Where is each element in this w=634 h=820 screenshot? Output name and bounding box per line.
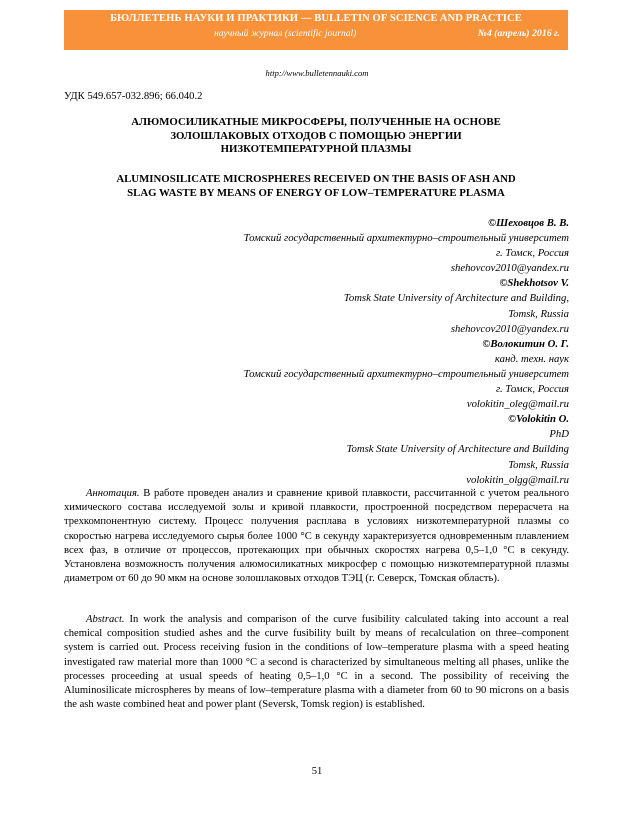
- author-email[interactable]: shehovcov2010@yandex.ru: [450, 262, 569, 275]
- author-degree: PhD: [549, 428, 569, 441]
- journal-url[interactable]: http://www.bulletennauki.com: [265, 68, 369, 78]
- journal-subtitle: научный журнал (scientific journal): [214, 28, 357, 39]
- abstract-ru-lead: Аннотация.: [86, 488, 140, 499]
- abstract-en-text: In work the analysis and comparison of the curve fusibility calculated taking into account a real chemical composition studied ashes and the curve fusibility built by means of recalculation on three–component system is carried out. Process receiving fusion in the conditions of low–temperature plasma with a speed heating investigated raw material more than 1000 °C a second is characterized by simultaneous melting all phases, unlike the processes proceeding at usual speeds of heating 0,5–1,0 °C in a second. The possibility of receiving the Aluminosilicate microspheres by means of low–temperature plasma with a diameter from 60 to 90 microns on a basis the ash waste combined heat and power plant (Seversk, Tomsk region) is established.: [64, 614, 570, 711]
- author-location: г. Томск, Россия: [495, 383, 569, 396]
- author-affiliation: Томский государственный архитектурно–строительный университет: [243, 367, 569, 380]
- page-number: 51: [311, 766, 323, 777]
- abstract-en: [64, 613, 569, 712]
- udk-code: УДК 549.657-032.896; 66.040.2: [64, 91, 203, 102]
- journal-title: БЮЛЛЕТЕНЬ НАУКИ И ПРАКТИКИ — BULLETIN OF SCIENCE AND PRACTICE: [110, 13, 522, 24]
- abstract-en-lead: Abstract.: [86, 614, 125, 625]
- author-location: Tomsk, Russia: [508, 458, 569, 471]
- author-name: ©Шеховцов В. В.: [488, 217, 569, 229]
- author-email[interactable]: volokitin_olgg@mail.ru: [466, 473, 569, 486]
- author-location: г. Томск, Россия: [495, 247, 569, 260]
- author-name: ©Волокитин О. Г.: [482, 337, 569, 350]
- abstract-ru: [64, 487, 569, 586]
- title-en-line: SLAG WASTE BY MEANS OF ENERGY OF LOW–TEMPERATURE PLASMA: [127, 186, 505, 199]
- journal-header-banner: [64, 10, 568, 50]
- author-affiliation: Томский государственный архитектурно–строительный университет: [243, 232, 569, 245]
- author-email[interactable]: shehovcov2010@yandex.ru: [450, 322, 569, 335]
- author-email[interactable]: volokitin_oleg@mail.ru: [466, 398, 569, 411]
- author-affiliation: Tomsk State University of Architecture and Building: [346, 443, 569, 456]
- title-en-line: ALUMINOSILICATE MICROSPHERES RECEIVED ON THE BASIS OF ASH AND: [116, 173, 516, 185]
- author-name: ©Shekhotsov V.: [499, 277, 569, 290]
- title-ru-line: ЗОЛОШЛАКОВЫХ ОТХОДОВ С ПОМОЩЬЮ ЭНЕРГИИ: [170, 129, 462, 142]
- journal-issue: №4 (апрель) 2016 г.: [477, 28, 560, 39]
- author-degree: канд. техн. наук: [494, 352, 569, 365]
- author-location: Tomsk, Russia: [508, 307, 569, 320]
- author-name: ©Volokitin O.: [508, 413, 569, 426]
- article-title-en: [64, 173, 568, 200]
- abstract-ru-text: В работе проведен анализ и сравнение кривой плавкости, рассчитанной с учетом реального химического состава исследуемой золы и кривой плавкости, простроенной посредством перерасчета на трехкомпонентную систему. Процесс получения расплава в условиях низкотемпературной плазмы со скоростью нагрева исследуемого сырья более 1000 °С в секунду характеризуется одновременным плавлением всех фаз, в отличие от процессов, протекающих при обычных скоростях нагрева 0,5–1,0 °С в секунду. Установлена возможность получения алюмосиликатных микросфер с помощью низкотемпературной плазмы диаметром от 60 до 90 мкм на основе золошлаковых отходов ТЭЦ (г. Северск, Томская область).: [64, 488, 569, 585]
- title-ru-line: НИЗКОТЕМПЕРАТУРНОЙ ПЛАЗМЫ: [220, 143, 412, 156]
- article-title-ru: [64, 116, 568, 157]
- title-ru-line: АЛЮМОСИЛИКАТНЫЕ МИКРОСФЕРЫ, ПОЛУЧЕННЫЕ НА ОСНОВЕ: [131, 116, 501, 128]
- author-block: [64, 216, 569, 488]
- author-affiliation: Tomsk State University of Architecture and Building,: [343, 292, 569, 305]
